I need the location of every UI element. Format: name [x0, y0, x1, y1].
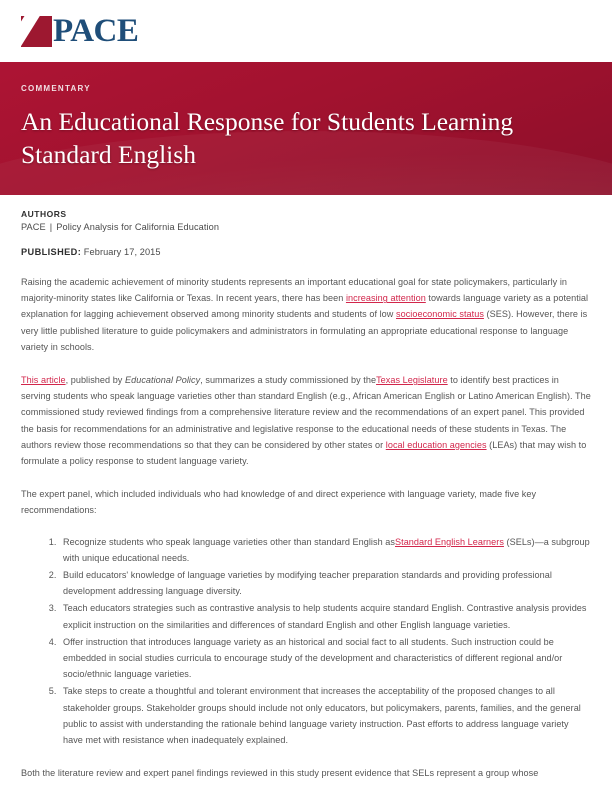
published-label: PUBLISHED:: [21, 247, 82, 257]
published-date: February 17, 2015: [81, 247, 161, 257]
page-title: An Educational Response for Students Learning Standard English: [21, 107, 514, 169]
list-item: 5. Take steps to create a thoughtful and tolerant environment that increases the acceptability of the proposed changes to all stakeholder groups. Stakeholder groups should include not only educators, but policymakers, parents, families, and the general public to assist with understanding the rationale behind language variety instruction. Past efforts to address language variety have met with resistance when inadequately explained.: [59, 683, 591, 748]
authors-label: AUTHORS: [21, 209, 67, 219]
diagonal-slash-icon: [21, 16, 41, 47]
pace-logo-wordmark: PACE: [53, 12, 139, 49]
author-separator: |: [49, 222, 53, 232]
paragraph-2-text-d: (LEAs) that may wish to formulate a policy response to student language variety.: [21, 439, 587, 467]
list-item: [59, 534, 591, 566]
link-standard-english-learners[interactable]: Standard English Learners: [395, 536, 504, 547]
recommendation-1-text-b: (SELs)—a subgroup with unique educational needs.: [63, 536, 590, 563]
list-item: 4. Offer instruction that introduces language variety as an historical and social fact to all students. Such instruction could be embedded in social studies curricula to encourage study of the development and characteristics of different regional and/or socio/ethnic language varieties.: [59, 634, 591, 683]
paragraph-2-text-a: , published by: [65, 375, 125, 386]
authors-value: [21, 222, 591, 232]
pace-logo[interactable]: [21, 12, 139, 49]
list-item: 2. Build educators' knowledge of language varieties by modifying teacher preparation standards and providing professional development addressing language diversity.: [59, 567, 591, 599]
link-texas-legislature[interactable]: Texas Legislature: [376, 375, 448, 386]
link-this-article[interactable]: This article: [21, 375, 66, 386]
site-header: [0, 0, 612, 62]
link-local-education-agencies[interactable]: local education agencies: [385, 439, 487, 450]
paragraph-1-text-b: towards language variety as a potential explanation for lagging achievement observed among minority students and students of low: [21, 293, 589, 320]
paragraph-1-text-c: (SES). However, there is very little published literature to guide policymakers and administrators in formulating an appropriate educational response to language variety in schools.: [21, 309, 588, 352]
pace-logo-mark-icon: [21, 16, 52, 47]
paragraph-2-text-b: , summarizes a study commissioned by the: [200, 375, 377, 386]
authors-block: [21, 209, 591, 232]
paragraph-3: The expert panel, which included individuals who had knowledge of and direct experience with language variety, made five key recommendations:: [21, 489, 537, 516]
link-socioeconomic-status[interactable]: socioeconomic status: [396, 309, 484, 320]
article-body: [0, 195, 612, 781]
recommendation-1-text-a: Recognize students who speak language varieties other than standard English as: [63, 536, 395, 547]
hero-banner: [0, 62, 612, 195]
paragraph-4: Both the literature review and expert panel findings reviewed in this study present evidence that SELs represent a group whose: [21, 768, 539, 779]
category-kicker: COMMENTARY: [21, 84, 91, 93]
paragraph-1-text-a: Raising the academic achievement of minority students represents an important educational goal for state policymakers, particularly in majority-minority states like California or Texas. In recent years, there has been: [21, 277, 568, 304]
recommendations-list: [21, 534, 591, 749]
author-org-abbr: PACE: [21, 222, 46, 232]
journal-name: Educational Policy: [124, 375, 201, 386]
paragraph-2: [21, 372, 591, 469]
published-line: [21, 247, 591, 257]
link-increasing-attention[interactable]: increasing attention: [345, 293, 426, 304]
paragraph-1: [21, 274, 591, 355]
paragraph-2-text-c: to identify best practices in serving students who speak language varieties other than standard English (e.g., African American English or Latino American English). The commissioned study reviewed findings from a comprehensive literature review and the recommendations of an expert panel. This provided the basis for recommendations for an administrative and legislative response to the educational needs of these students in Texas. The authors review those recommendations so that they can be considered by other states or: [21, 375, 591, 450]
author-org-full: Policy Analysis for California Education: [56, 222, 220, 232]
list-item: 3. Teach educators strategies such as contrastive analysis to help students acquire standard English. Contrastive analysis provides explicit instruction on the similarities and differences of standard English and other English language varieties.: [59, 600, 591, 632]
